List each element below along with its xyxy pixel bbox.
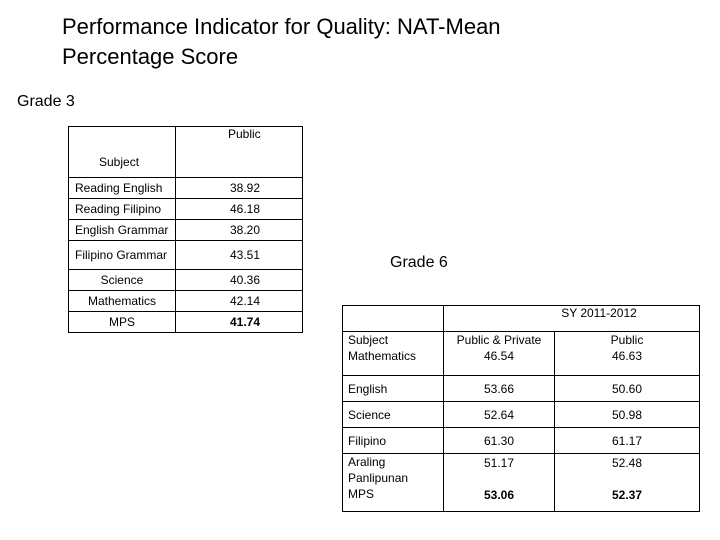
grade6-sy-header: SY 2011-2012 bbox=[444, 306, 700, 332]
grade6-cell-pub bbox=[555, 332, 700, 376]
table-row bbox=[69, 241, 303, 270]
grade3-value: 38.20 bbox=[176, 220, 303, 241]
grade6-pub: 50.98 bbox=[555, 402, 700, 428]
grade6-table bbox=[342, 305, 700, 512]
grade3-value: 42.14 bbox=[176, 291, 303, 312]
table-row bbox=[69, 270, 303, 291]
grade6-header-public: Public bbox=[610, 333, 644, 347]
grade6-pp: 46.54 bbox=[483, 349, 515, 363]
grade3-subject: Filipino Grammar bbox=[69, 241, 176, 270]
grade6-pp: 61.30 bbox=[444, 428, 555, 454]
grade6-cell-subject bbox=[343, 332, 444, 376]
grade3-header-subject: Subject bbox=[69, 127, 176, 178]
grade6-cell-pp bbox=[444, 332, 555, 376]
table-row bbox=[69, 291, 303, 312]
grade6-cell-pp-pair bbox=[444, 454, 555, 512]
grade3-value: 43.51 bbox=[176, 241, 303, 270]
grade6-subject: Science bbox=[343, 402, 444, 428]
grade3-value: 41.74 bbox=[176, 312, 303, 333]
grade6-subject: MPS bbox=[348, 487, 375, 501]
grade6-pub: 52.48 bbox=[611, 456, 643, 470]
grade6-subject: Mathematics bbox=[348, 349, 417, 363]
grade3-subject: MPS bbox=[69, 312, 176, 333]
table-row bbox=[69, 312, 303, 333]
table-row bbox=[343, 402, 700, 428]
grade3-subject: Science bbox=[69, 270, 176, 291]
grade3-value: 46.18 bbox=[176, 199, 303, 220]
grade6-pub: 50.60 bbox=[555, 376, 700, 402]
grade6-pp: 53.66 bbox=[444, 376, 555, 402]
grade6-subject: Araling Panlipunan bbox=[348, 455, 409, 485]
table-row bbox=[343, 376, 700, 402]
grade6-pub: 61.17 bbox=[555, 428, 700, 454]
grade3-value: 38.92 bbox=[176, 178, 303, 199]
page-title-line-1: Performance Indicator for Quality: NAT-Mean bbox=[62, 14, 501, 39]
table-row bbox=[343, 454, 700, 512]
table-row bbox=[343, 332, 700, 376]
table-row bbox=[69, 220, 303, 241]
grade6-pp: 52.64 bbox=[444, 402, 555, 428]
grade6-header-subject: Subject bbox=[348, 333, 389, 347]
grade6-cell-araling-mps bbox=[343, 454, 444, 512]
grade3-table bbox=[68, 126, 303, 333]
grade3-subject: Mathematics bbox=[69, 291, 176, 312]
grade6-label: Grade 6 bbox=[390, 254, 448, 271]
grade3-subject: Reading English bbox=[69, 178, 176, 199]
grade3-value: 40.36 bbox=[176, 270, 303, 291]
grade6-subject: English bbox=[343, 376, 444, 402]
grade3-subject: English Grammar bbox=[69, 220, 176, 241]
table-row bbox=[69, 199, 303, 220]
table-row bbox=[69, 178, 303, 199]
grade3-label: Grade 3 bbox=[17, 93, 75, 110]
grade6-pp: 53.06 bbox=[483, 488, 515, 502]
grade3-header-public: Public bbox=[176, 127, 303, 178]
grade6-header-empty bbox=[343, 306, 444, 332]
grade6-cell-pub-pair bbox=[555, 454, 700, 512]
grade6-pub: 52.37 bbox=[611, 488, 643, 502]
page-title bbox=[62, 12, 501, 72]
grade6-pub: 46.63 bbox=[611, 349, 643, 363]
page-title-line-2: Percentage Score bbox=[62, 44, 239, 69]
table-row bbox=[343, 428, 700, 454]
grade6-pp: 51.17 bbox=[483, 456, 515, 470]
grade3-subject: Reading Filipino bbox=[69, 199, 176, 220]
grade6-header-public-private: Public & Private bbox=[456, 333, 542, 347]
grade6-subject: Filipino bbox=[343, 428, 444, 454]
